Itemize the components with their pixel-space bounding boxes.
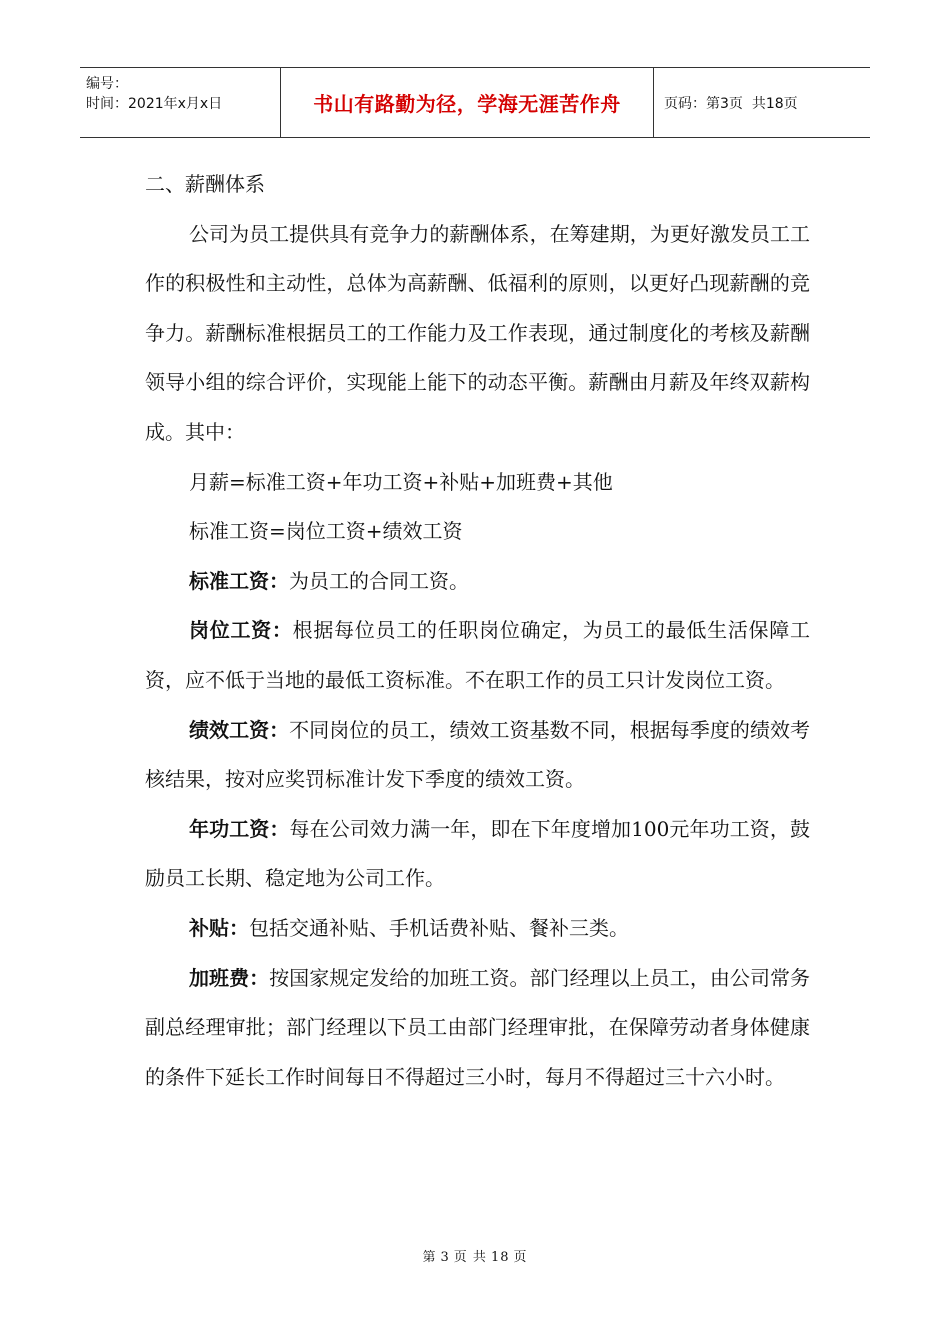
term-label: 补贴：: [189, 915, 249, 940]
page-total: 共18页: [751, 95, 798, 112]
term-label: 绩效工资：: [189, 717, 290, 742]
intro-paragraph: 公司为员工提供具有竞争力的薪酬体系，在筹建期，为更好激发员工工作的积极性和主动性，总体为高薪酬、低福利的原则，以更好凸现薪酬的竞争力。薪酬标准根据员工的工作能力及工作表现，通过制度化的考核及薪酬领导小组的综合评价，实现能上能下的动态平衡。薪酬由月薪及年终双薪构成。其中：: [145, 221, 810, 444]
term-label: 岗位工资：: [189, 618, 293, 643]
time-value: 2021年x月x日: [128, 96, 223, 112]
item-overtime-pay: [145, 954, 810, 1103]
page-footer: [0, 1246, 950, 1265]
footer-prefix: 第: [422, 1250, 437, 1265]
header-meta-cell: [80, 68, 281, 137]
term-text: 为员工的合同工资。: [289, 568, 469, 593]
footer-current-page: 3: [440, 1250, 450, 1265]
header-page-cell: [654, 68, 870, 137]
page-label: 页码：: [664, 95, 706, 112]
item-seniority-salary: [145, 805, 810, 904]
section-heading: 二、薪酬体系: [145, 172, 265, 196]
item-position-salary: [145, 606, 810, 705]
footer-total-pages: 18: [490, 1250, 510, 1265]
footer-middle: 页 共: [453, 1250, 487, 1265]
header-motto-cell: [281, 68, 654, 137]
motto-text: 书山有路勤为径，学海无涯苦作舟: [313, 92, 621, 116]
item-standard-salary: [145, 557, 810, 607]
document-header: [80, 67, 870, 138]
document-body: [145, 160, 810, 1102]
term-text: 包括交通补贴、手机话费补贴、餐补三类。: [249, 915, 629, 940]
time-label: 时间：: [86, 96, 128, 112]
term-text: 每在公司效力满一年，即在下年度增加100元年功工资，鼓励员工长期、稳定地为公司工作。: [145, 816, 811, 891]
term-text: 根据每位员工的任职岗位确定，为员工的最低生活保障工资，应不低于当地的最低工资标准。不在职工作的员工只计发岗位工资。: [145, 618, 811, 692]
term-text: 按国家规定发给的加班工资。部门经理以上员工，由公司常务副总经理审批；部门经理以下员工由部门经理审批，在保障劳动者身体健康的条件下延长工作时间每日不得超过三小时，每月不得超过三十六小时。: [145, 965, 811, 1089]
number-label: 编号：: [86, 76, 128, 92]
term-label: 年功工资：: [189, 816, 290, 841]
formula-monthly-salary: 月薪=标准工资+年功工资+补贴+加班费+其他: [189, 469, 613, 494]
term-text: 不同岗位的员工，绩效工资基数不同，根据每季度的绩效考核结果，按对应奖罚标准计发下季度的绩效工资。: [145, 717, 811, 792]
formula-standard-salary: 标准工资=岗位工资+绩效工资: [189, 519, 463, 544]
term-label: 标准工资：: [189, 568, 289, 593]
footer-suffix: 页: [513, 1250, 528, 1265]
item-performance-salary: [145, 706, 810, 805]
term-label: 加班费：: [189, 965, 270, 990]
time-line: [86, 94, 280, 114]
item-allowance: [145, 904, 810, 954]
page-current: 第3页: [706, 95, 743, 112]
